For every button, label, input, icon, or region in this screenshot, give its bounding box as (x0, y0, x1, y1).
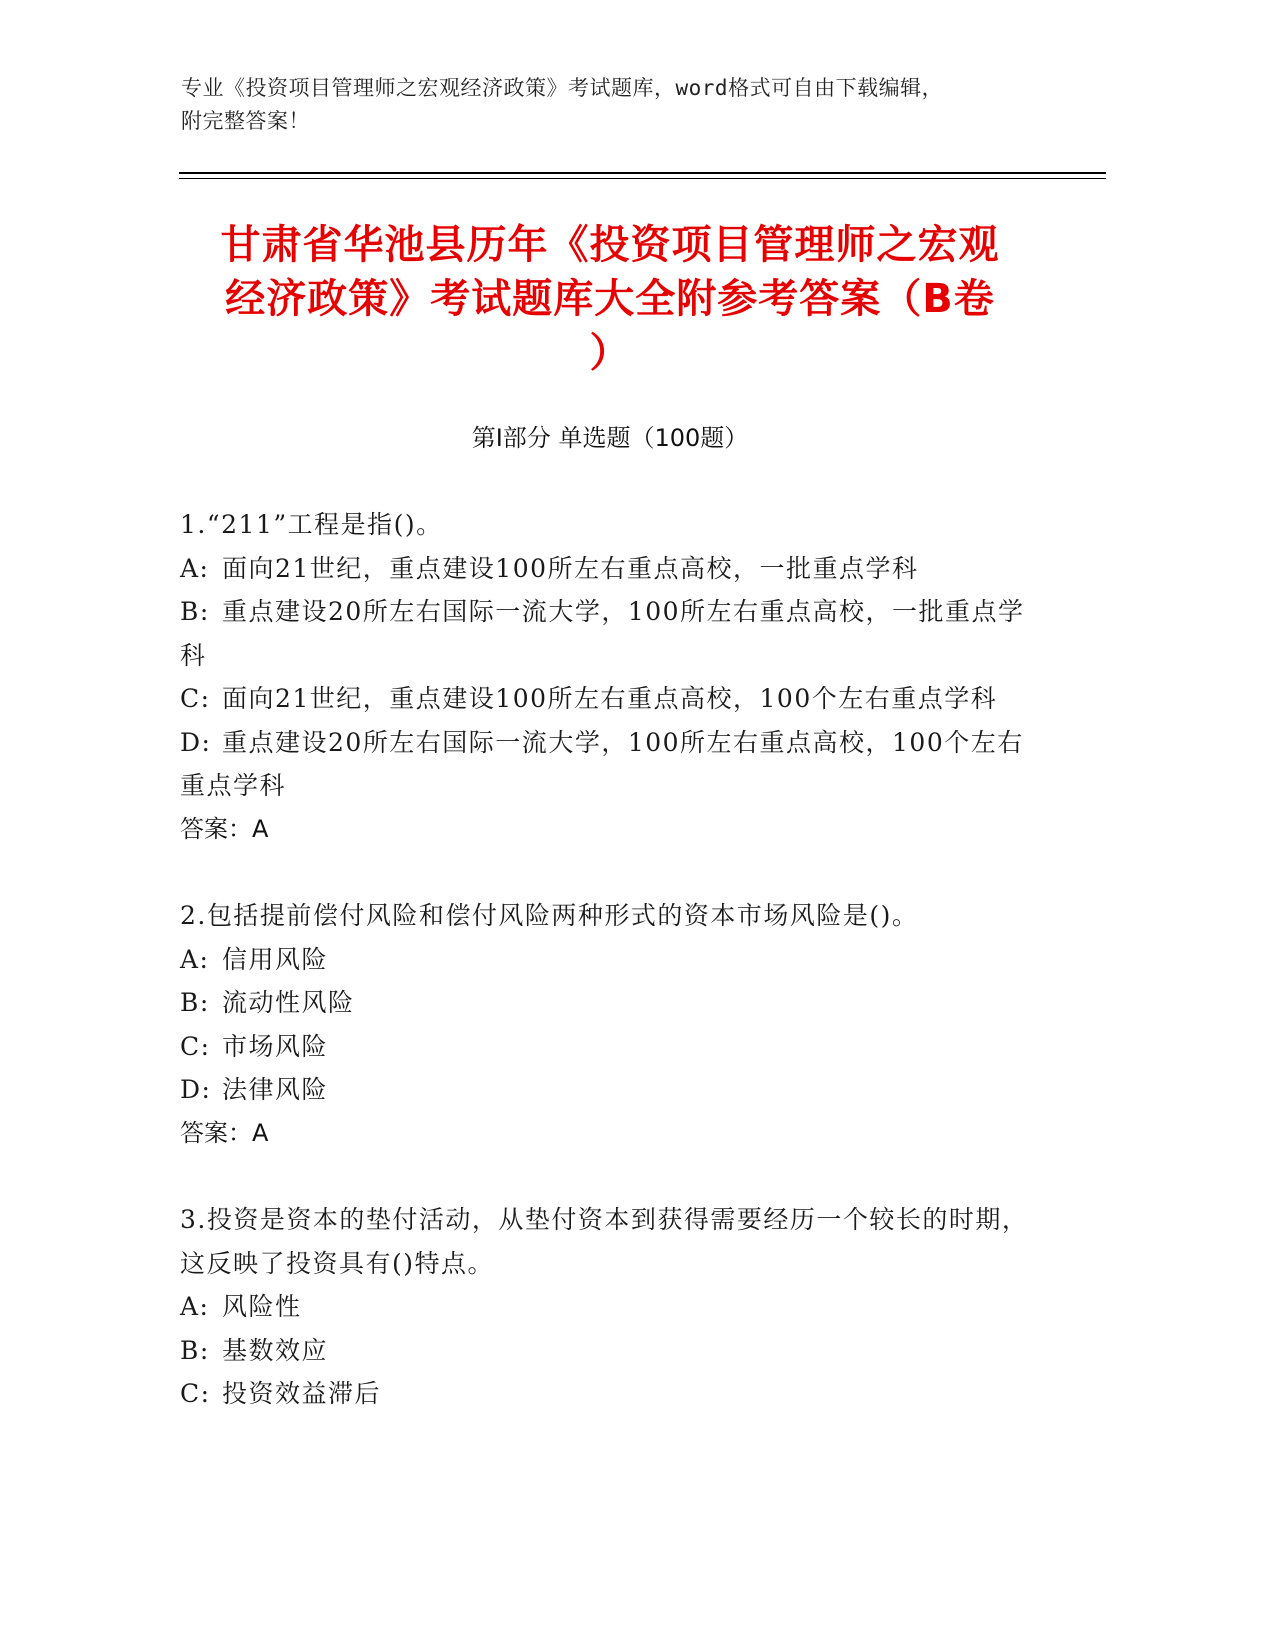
question-list (180, 503, 1040, 1459)
option-text: 基数效应 (222, 1335, 329, 1365)
option-text: 重点建设20所左右国际一流大学，100所左右重点高校，100个左右重点学科 (180, 727, 1024, 800)
option-b (180, 590, 1040, 677)
title-line-1: 甘肃省华池县历年《投资项目管理师之宏观 (220, 222, 1000, 268)
option-key: B: (180, 597, 210, 626)
question-stem: 3.投资是资本的垫付活动，从垫付资本到获得需要经历一个较长的时期，这反映了投资具有()特点。 (180, 1205, 1029, 1278)
option-c (180, 677, 1040, 721)
question-3 (180, 1198, 1040, 1416)
option-text: 面向21世纪，重点建设100所左右重点高校，100个左右重点学科 (222, 684, 998, 713)
section-title: 第Ⅰ部分 单选题（100题） (471, 424, 749, 452)
title-line-3: ） (589, 330, 631, 376)
answer-line: 答案：A (180, 814, 269, 843)
option-a (180, 938, 1040, 982)
option-key: C: (180, 1031, 211, 1061)
question-2 (180, 894, 1040, 1155)
option-b (180, 1329, 1040, 1373)
title-line-2: 经济政策》考试题库大全附参考答案（B卷 (225, 276, 995, 322)
option-text: 市场风险 (222, 1031, 329, 1061)
option-text: 法律风险 (222, 1075, 329, 1104)
option-key: D: (180, 727, 212, 757)
option-key: C: (180, 1379, 211, 1408)
option-b (180, 981, 1040, 1025)
option-text: 流动性风险 (222, 988, 355, 1017)
header-note-line-1: 专业《投资项目管理师之宏观经济政策》考试题库，word格式可自由下载编辑， (181, 76, 944, 100)
option-text: 信用风险 (222, 944, 329, 974)
option-d (180, 1068, 1040, 1112)
option-d (180, 721, 1040, 808)
option-key: A: (180, 553, 210, 583)
option-c (180, 1372, 1040, 1416)
option-text: 风险性 (222, 1292, 302, 1321)
question-stem: 2.包括提前偿付风险和偿付风险两种形式的资本市场风险是()。 (180, 901, 919, 930)
option-a (180, 547, 1040, 591)
option-a (180, 1285, 1040, 1329)
option-key: A: (180, 1292, 210, 1321)
option-text: 重点建设20所左右国际一流大学，100所左右重点高校，一批重点学科 (180, 597, 1025, 670)
option-key: A: (180, 944, 210, 974)
header-rule-thick (179, 172, 1106, 174)
question-stem: 1.“211”工程是指()。 (180, 510, 443, 539)
option-key: B: (180, 988, 210, 1017)
header-note-line-2: 附完整答案！ (181, 109, 310, 133)
header-rule-thin (179, 178, 1106, 179)
option-c (180, 1025, 1040, 1069)
option-text: 面向21世纪，重点建设100所左右重点高校，一批重点学科 (222, 553, 919, 583)
answer-line: 答案：A (180, 1118, 269, 1147)
document-title (180, 218, 1040, 380)
option-key: C: (180, 684, 211, 713)
option-key: B: (180, 1335, 210, 1365)
header-note (181, 72, 1061, 138)
option-key: D: (180, 1075, 212, 1104)
question-1 (180, 503, 1040, 851)
option-text: 投资效益滞后 (222, 1379, 382, 1408)
